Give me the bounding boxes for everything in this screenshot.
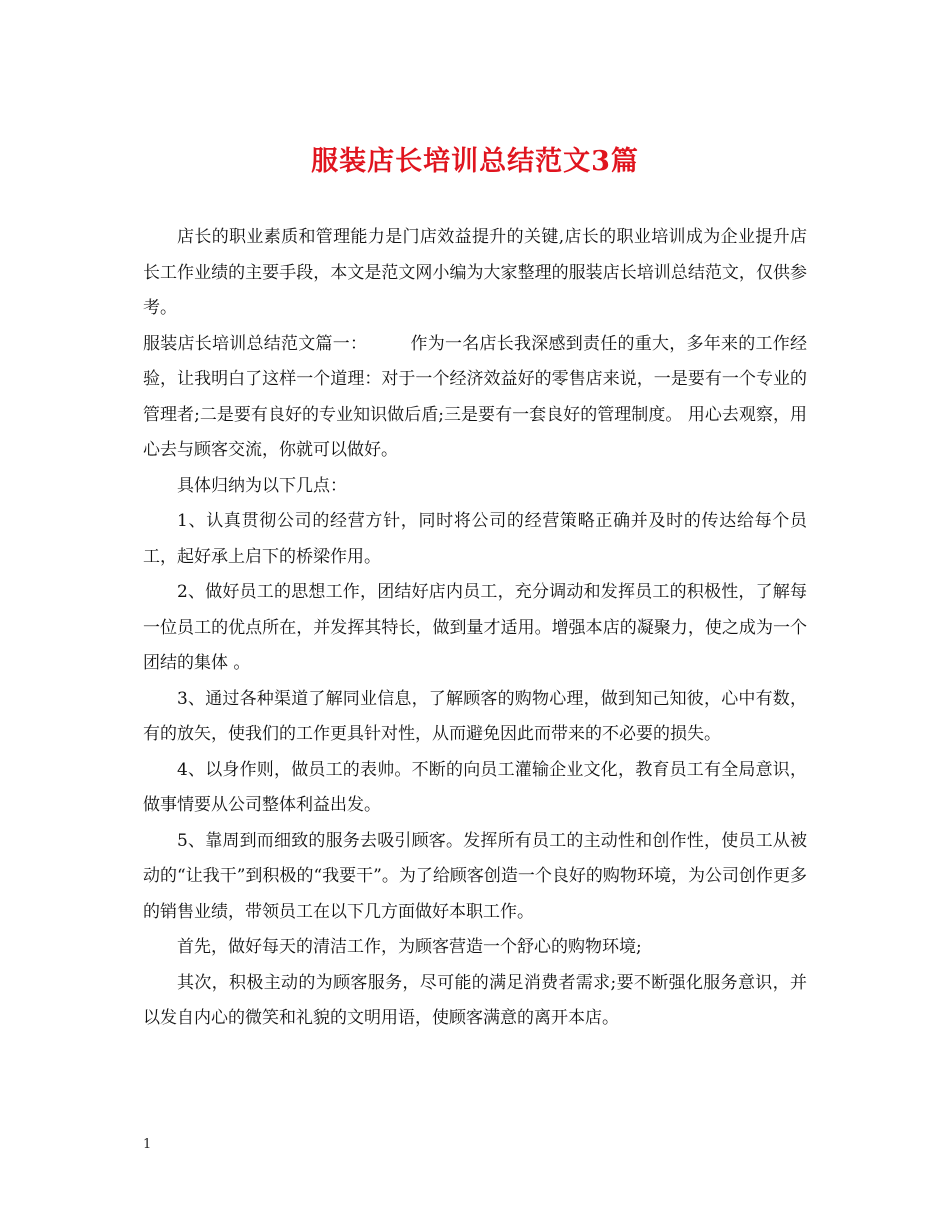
point-4-paragraph: 4、以身作则，做员工的表帅。不断的向员工灌输企业文化，教育员工有全局意识，做事情要从公司整体利益出发。 [143,759,807,815]
second-step-paragraph: 其次，积极主动的为顾客服务，尽可能的满足消费者需求;要不断强化服务意识，并以发自内心的微笑和礼貌的文明用语，使顾客满意的离开本店。 [143,972,807,1028]
intro-paragraph: 店长的职业素质和管理能力是门店效益提升的关键,店长的职业培训成为企业提升店长工作业绩的主要手段，本文是范文网小编为大家整理的服装店长培训总结范文，仅供参考。 [143,227,807,318]
document-title: 服装店长培训总结范文3篇 [311,146,639,177]
point-5-paragraph: 5、靠周到而细致的服务去吸引顾客。发挥所有员工的主动性和创作性，使员工从被动的“让我干”到积极的“我要干”。为了给顾客创造一个良好的购物环境，为公司创作更多的销售业绩，带领员工在以下几方面做好本职工作。 [143,830,807,922]
page-number: 1 [143,1137,152,1152]
point-3-paragraph: 3、通过各种渠道了解同业信息，了解顾客的购物心理，做到知己知彼，心中有数，有的放矢，使我们的工作更具针对性，从而避免因此而带来的不必要的损失。 [143,688,807,744]
summary-lead-paragraph: 具体归纳为以下几点： [177,475,347,496]
section-heading-paragraph: 服装店长培训总结范文篇一： 作为一名店长我深感到责任的重大，多年来的工作经验，让我明白了这样一个道理：对于一个经济效益好的零售店来说，一是要有一个专业的管理者;二是要有良好的专业知识做后盾;三是要有一套良好的管理制度。 用心去观察，用心去与顾客交流，你就可以做好。 [143,333,807,460]
point-1-paragraph: 1、认真贯彻公司的经营方针，同时将公司的经营策略正确并及时的传达给每个员工，起好承上启下的桥梁作用。 [143,511,807,567]
first-step-paragraph: 首先，做好每天的清洁工作，为顾客营造一个舒心的购物环境; [177,937,642,957]
point-2-paragraph: 2、做好员工的思想工作，团结好店内员工，充分调动和发挥员工的积极性，了解每一位员工的优点所在，并发挥其特长，做到量才适用。增强本店的凝聚力，使之成为一个团结的集体 。 [143,582,807,673]
document-body [143,220,807,1037]
